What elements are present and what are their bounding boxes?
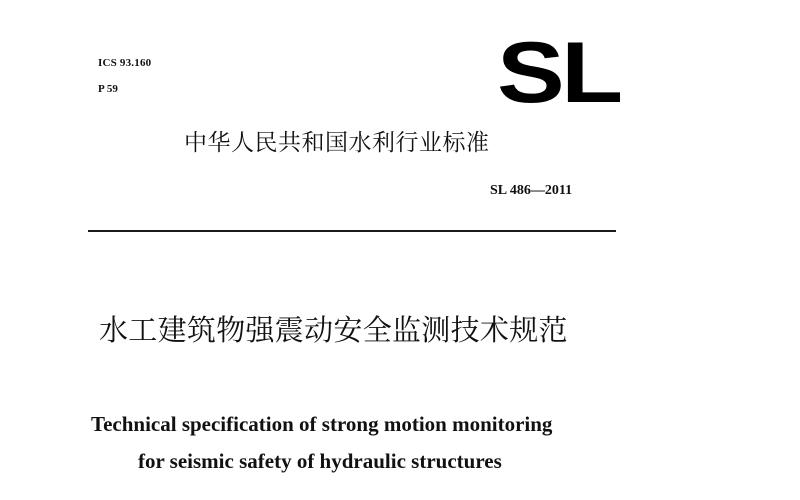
sl-logo: SL: [497, 25, 620, 121]
category-title: 中华人民共和国水利行业标准: [184, 130, 490, 156]
ics-code: ICS 93.160: [98, 57, 152, 69]
header-rule: [88, 230, 616, 232]
standard-number: SL 486—2011: [490, 183, 573, 198]
english-title-line-1: Technical specification of strong motion monitoring: [91, 412, 553, 436]
english-title-line-2: for seismic safety of hydraulic structures: [138, 449, 502, 473]
chinese-title: 水工建筑物强震动安全监测技术规范: [99, 313, 568, 347]
classification-code: P 59: [98, 83, 118, 95]
